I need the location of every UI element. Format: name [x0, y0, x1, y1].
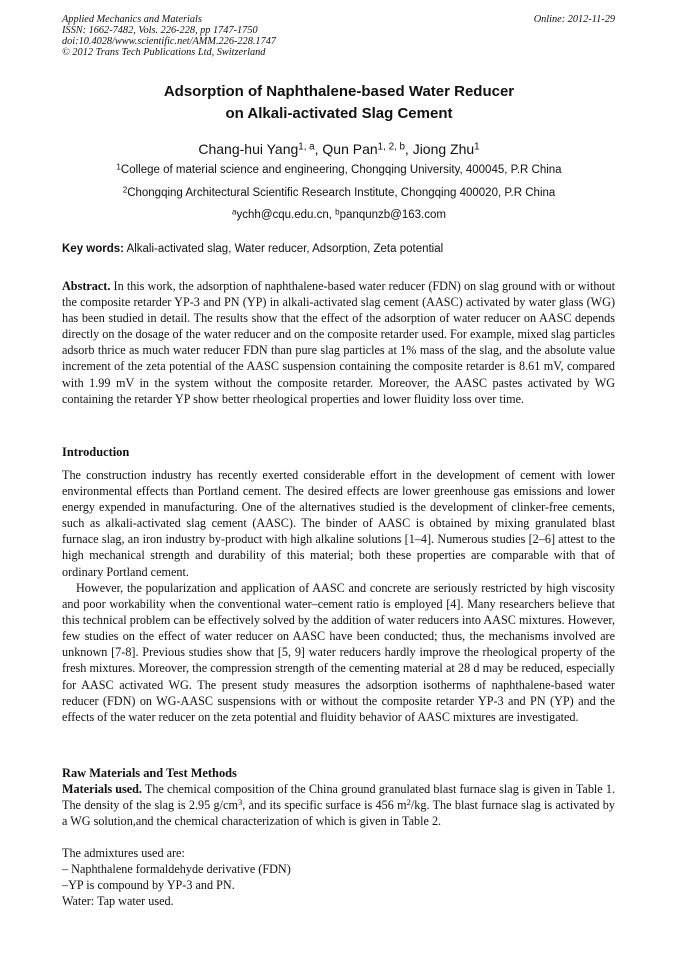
superscript: 2 — [406, 797, 411, 808]
copyright-line: © 2012 Trans Tech Publications Ltd, Switzerland — [62, 47, 266, 58]
issn-line: ISSN: 1662-7482, Vols. 226-228, pp 1747-1750 — [62, 25, 258, 36]
title-line-1: Adsorption of Naphthalene-based Water Reducer — [163, 83, 515, 100]
title-line-2: on Alkali-activated Slag Cement — [225, 105, 453, 122]
affiliation-mark: 2 — [122, 185, 128, 195]
abstract-label: Abstract. — [62, 279, 111, 293]
materials-text: The chemical composition of the China ground granulated blast furnace slag is given in Table 1. The density of the slag is 2.95 g/cm — [62, 782, 615, 813]
introduction-paragraph-1: The construction industry has recently exerted considerable effort in the development of cement with lower environmental effects than Portland cement. The desired effects are lower greenhouse gas emissions and lower energy expended in manufacturing. One of the alternatives studied is the development of clinker-free cements, such as alkali-activated slag cement (AASC). The binder of AASC is obtained by mixing granulated blast furnace slag, an iron industry by-product with high alkaline solutions [1–4]. Numerous studies [2–6] attest to the high mechanical strength and durability of this material; both these properties are comparable with that of ordinary Portland cement. — [62, 468, 615, 579]
journal-header — [62, 14, 276, 58]
affiliation-text: Chongqing Architectural Scientific Research Institute, Chongqing 400020, P.R China — [127, 187, 556, 199]
author-name: Chang-hui Yang — [198, 141, 299, 157]
materials-text: , and its specific surface is 456 m — [242, 798, 407, 813]
author-name: Jiong Zhu — [412, 141, 475, 157]
admixtures-line: Water: Tap water used. — [62, 894, 174, 908]
affiliation-mark: 1 — [116, 162, 121, 172]
introduction-heading: Introduction — [62, 445, 130, 459]
keywords — [62, 241, 622, 257]
affiliation-text: College of material science and engineering, Chongqing University, 400045, P.R China — [120, 164, 562, 176]
author-affiliation-mark: 1 — [474, 141, 480, 153]
author-list — [0, 139, 678, 159]
introduction-paragraph-2: However, the popularization and application of AASC and concrete are seriously restricted by high viscosity and poor workability when the conventional water–cement ratio is employed [4]. Many researchers believe that this technical problem can be effectively solved by the addition of water reducers into AASC mixtures. However, few studies on the effect of water reducer on AASC have been conducted; thus, the mechanisms involved are unknown [7-8]. Previous studies show that [5, 9] water reducers hardly improve the rheological property of the fresh mixtures. Moreover, the compression strength of the cementing material at 28 d may be reduced, especially for AASC activated WG. The present study measures the adsorption isotherms of naphthalene-based water reducer (FDN) on WG-AASC suspensions with or without the composite retarder YP-3 and PN (YP) and the effects of the water reducer on the zeta potential and fluidity behavior of AASC mixtures are investigated. — [62, 581, 615, 724]
email-address: ychh@cqu.edu.cn, — [236, 209, 336, 221]
materials-used-paragraph — [62, 781, 615, 829]
author-separator: , — [404, 141, 413, 157]
doi-line: doi:10.4028/www.scientific.net/AMM.226-228.1747 — [62, 36, 277, 47]
author-affiliation-mark: 1, 2, b — [377, 141, 405, 153]
keywords-text: Alkali-activated slag, Water reducer, Adsorption, Zeta potential — [124, 243, 444, 255]
email-mark: b — [335, 207, 340, 217]
affiliation-2 — [0, 185, 678, 201]
materials-text: /kg. The blast furnace slag is activated by a WG solution,and the chemical characterization of which is given in Table 2. — [62, 798, 615, 829]
author-emails — [0, 207, 678, 223]
author-name: Qun Pan — [322, 141, 378, 157]
paper-title — [0, 81, 678, 125]
superscript: 3 — [237, 797, 243, 808]
abstract-text: In this work, the adsorption of naphthalene-based water reducer (FDN) on slag ground with or without the composite retarder YP-3 and PN (YP) in alkali-activated slag cement (AASC) activated by water glass (WG) has been studied in detail. The results show that the effect of the adsorption of water reducer on AASC depends directly on the dosage of the water reducer and on the composite retarder used. For example, mixed slag particles adsorb thrice as much water reducer FDN than pure slag particles at 1% mass of the slag, and the absolute value increment of the zeta potential of the AASC suspension containing the composite retarder is 8.61 mV, compared with 1.99 mV in the system without the composite retarder. Moreover, the AASC pastes activated by WG containing the retarder YP show better rheological properties and lower fluidity loss over time. — [62, 279, 615, 406]
author-affiliation-mark: 1, a — [298, 141, 315, 153]
affiliation-1 — [0, 162, 678, 178]
admixtures-line: The admixtures used are: — [62, 846, 185, 860]
email-address: panqunzb@163.com — [339, 209, 446, 221]
abstract — [62, 278, 615, 407]
email-mark: a — [232, 207, 237, 217]
admixtures-line: – Naphthalene formaldehyde derivative (FDN) — [62, 862, 291, 876]
online-date: Online: 2012-11-29 — [533, 14, 615, 25]
raw-materials-heading: Raw Materials and Test Methods — [62, 766, 237, 780]
keywords-label: Key words: — [62, 243, 124, 255]
author-separator: , — [314, 141, 323, 157]
materials-used-label: Materials used. — [62, 782, 142, 796]
journal-name: Applied Mechanics and Materials — [62, 14, 202, 25]
admixtures-line: –YP is compound by YP-3 and PN. — [62, 878, 235, 892]
